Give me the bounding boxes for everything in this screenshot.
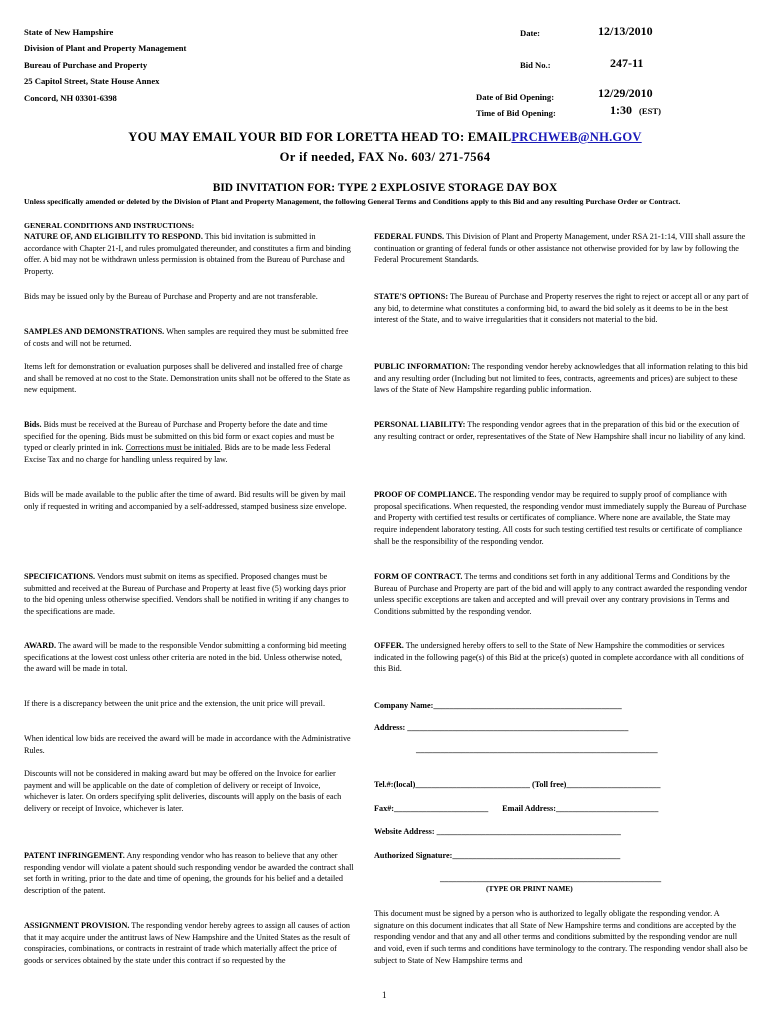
assignment-paragraph	[24, 920, 354, 967]
fax-field[interactable]	[374, 803, 749, 815]
public-results-paragraph: Bids will be made available to the public after the time of award. Bid results will be given by mail only if requested in writing and accompanied by a self-addressed, stamped business size envelope.	[24, 490, 347, 511]
samples-text: When samples are required they must be submitted free of costs and will not be returned.	[24, 327, 349, 348]
address-line: 25 Capitol Street, State House Annex	[24, 76, 160, 87]
nature-label: NATURE OF, AND ELIGIBILITY TO RESPOND.	[24, 232, 203, 241]
bids-text: Bids must be received at the Bureau of Purchase and Property before the date and time specified for the opening. Bids must be submitted on this bid form or exact copies and must be typed or clearly printed in ink.	[24, 420, 335, 453]
form-of-contract-paragraph	[374, 571, 749, 618]
specifications-label: SPECIFICATIONS.	[24, 572, 96, 581]
email-link[interactable]: PRCHWEB@NH.GOV	[511, 130, 642, 144]
email-instruction	[0, 130, 770, 145]
address-line: Division of Plant and Property Management	[24, 43, 187, 54]
company-name-blank[interactable]: ______________________________________________	[433, 701, 622, 710]
public-information-label: PUBLIC INFORMATION:	[374, 362, 471, 371]
personal-liability-label: PERSONAL LIABILITY:	[374, 420, 466, 429]
federal-funds-label: FEDERAL FUNDS.	[374, 232, 445, 241]
website-field[interactable]	[374, 826, 749, 838]
state-options-paragraph	[374, 291, 749, 326]
address-line: Concord, NH 03301-6398	[24, 92, 117, 103]
toll-free-label: (Toll free)	[531, 780, 567, 789]
intro-paragraph: Unless specifically amended or deleted by the Division of Plant and Property Management, the following General Terms and Conditions apply to this Bid and any resulting Purchase Order or Contract.	[24, 197, 681, 206]
personal-liability-text: The responding vendor agrees that in the preparation of this bid or the execution of any resulting contract or order, representatives of the State of New Hampshire shall incur no liability of any kind.	[374, 420, 746, 441]
identical-bids-paragraph: When identical low bids are received the award will be made in accordance with the Administrative Rules.	[24, 734, 351, 755]
federal-funds-text: This Division of Plant and Property Management, under RSA 21-1:14, VIII shall assure the continuation or granting of federal funds or other assistance not otherwise provided for by law by following the Federal Procurement Standards.	[374, 232, 746, 265]
date-value: 12/13/2010	[598, 24, 653, 38]
signature-label: Authorized Signature:	[374, 851, 453, 860]
printed-name-caption: (TYPE OR PRINT NAME)	[486, 884, 573, 893]
patent-text: Any responding vendor who has reason to believe that any other responding vendor will violate a patent should such responding vendor be awarded the contract shall set forth in writing, prior to the date and time of opening, the grounds for his belief and a detailed description of the patent.	[24, 851, 354, 896]
bids-corrections: Corrections must be initialed	[125, 443, 221, 453]
address-label: Address:	[374, 723, 406, 732]
public-information-text: The responding vendor hereby acknowledges that all information relating to this bid and any resulting order (Including but not limited to fees, contracts, agreements and prices) are subject to these laws of the State of New Hampshire regarding public information.	[374, 362, 748, 395]
bid-opening-date-value: 12/29/2010	[598, 86, 653, 100]
general-conditions-heading: GENERAL CONDITIONS AND INSTRUCTIONS:	[24, 221, 195, 230]
award-text: The award will be made to the responsible Vendor submitting a conforming bid meeting specifications at the lowest cost unless other criteria are noted in the bid. Unless otherwise noted, the award will be made in total.	[24, 641, 347, 674]
telephone-blank[interactable]: ____________________________	[415, 780, 530, 789]
award-label: AWARD.	[24, 641, 57, 650]
discrepancy-paragraph: If there is a discrepancy between the unit price and the extension, the unit price will prevail.	[24, 699, 326, 708]
samples-paragraph	[24, 326, 354, 349]
toll-free-blank[interactable]: _______________________	[566, 780, 661, 789]
federal-funds-paragraph	[374, 231, 749, 266]
signature-blank[interactable]: _________________________________________	[452, 851, 621, 860]
address-field[interactable]	[374, 722, 749, 734]
telephone-field[interactable]	[374, 779, 749, 791]
address-blank[interactable]: ______________________________________________________	[407, 723, 629, 732]
proof-of-compliance-label: PROOF OF COMPLIANCE.	[374, 490, 477, 499]
fax-blank[interactable]: _______________________	[394, 804, 489, 813]
address-line-2-blank[interactable]: ___________________________________________________________	[416, 745, 658, 754]
offer-paragraph	[374, 640, 749, 675]
address-line: Bureau of Purchase and Property	[24, 59, 148, 70]
specifications-text: Vendors must submit on items as specified. Proposed changes must be submitted and received at the Bureau of Purchase and Property at least five (5) working days prior to the bid opening unless otherwise specified. Vendors shall be notified in writing if any changes to the specifications are made.	[24, 572, 349, 617]
form-of-contract-text: The terms and conditions set forth in any additional Terms and Conditions by the Bureau of Purchase and Property are part of the bid and will apply to any contract awarded the responding vendor unless specific exceptions are taken and accepted and will prevail over any contrary provisions in Terms and Conditions submitted by the responding vendor.	[374, 572, 748, 617]
issued-paragraph: Bids may be issued only by the Bureau of Purchase and Property and are not transferable.	[24, 292, 318, 301]
state-options-text: The Bureau of Purchase and Property reserves the right to reject or accept all or any part of any bid, to determine what constitutes a conforming bid, to award the bid solely as it deems to be in the best interest of the State, and to waive irregularities that it considers not material to the bid.	[374, 292, 749, 325]
bid-no-label: Bid No.:	[520, 60, 551, 70]
nature-paragraph	[24, 231, 354, 278]
bid-no-value: 247-11	[610, 56, 644, 70]
website-label: Website Address:	[374, 827, 435, 836]
patent-label: PATENT INFRINGEMENT.	[24, 851, 125, 860]
personal-liability-paragraph	[374, 419, 749, 442]
patent-paragraph	[24, 850, 354, 897]
bid-opening-time-label: Time of Bid Opening:	[476, 108, 556, 118]
page-number: 1	[382, 990, 387, 1000]
signature-field[interactable]	[374, 850, 749, 862]
discounts-paragraph: Discounts will not be considered in making award but may be offered on the Invoice for earlier payment and will be applicable on the date of completion of delivery or receipt of Invoice, whichever is later. On orders specifying split deliveries, discounts will apply on the basis of each delivery or receipt of Invoice, whichever is later.	[24, 769, 342, 814]
proof-of-compliance-paragraph	[374, 489, 749, 548]
fax-label: Fax#:	[374, 804, 395, 813]
bids-label: Bids.	[24, 420, 42, 429]
samples-label: SAMPLES AND DEMONSTRATIONS.	[24, 327, 165, 336]
bids-paragraph	[24, 419, 354, 466]
assignment-label: ASSIGNMENT PROVISION.	[24, 921, 130, 930]
address-line: State of New Hampshire	[24, 27, 114, 37]
bid-opening-time-value: 1:30	[610, 103, 632, 117]
offer-label: OFFER.	[374, 641, 404, 650]
telephone-label: Tel.#:(local)	[374, 780, 416, 789]
specifications-paragraph	[24, 571, 354, 618]
email-address-label: Email Address:	[502, 804, 556, 813]
bid-title: BID INVITATION FOR: TYPE 2 EXPLOSIVE STORAGE DAY BOX	[212, 182, 558, 194]
signature-notice-paragraph: This document must be signed by a person who is authorized to legally obligate the responding vendor. A signature on this document indicates that all State of New Hampshire terms and conditions are accepted by the responding vendor and that any and all other terms and conditions submitted by the responding vendor are null and void, even if such terms and conditions have terminology to the contrary. The responding vendor shall also be subject to State of New Hampshire terms and	[374, 909, 748, 965]
items-paragraph: Items left for demonstration or evaluation purposes shall be delivered and installed free of charge and shall be removed at no cost to the State. Demonstration units shall not be offered to the State as new equipment.	[24, 362, 350, 395]
company-name-field[interactable]	[374, 700, 749, 712]
nature-text: This bid invitation is submitted in accordance with Chapter 21-I, and rules promulgated thereunder, and constitutes a firm and binding offer. A bid may not be withdrawn unless permission is obtained from the Bureau of Purchase and Property.	[24, 232, 351, 277]
company-name-label: Company Name:	[374, 701, 434, 710]
email-address-blank[interactable]: _________________________	[555, 804, 659, 813]
award-paragraph	[24, 640, 354, 675]
fax-line: Or if needed, FAX No. 603/ 271-7564	[279, 150, 491, 164]
agency-address	[24, 24, 186, 106]
bids-tail: . Bids are to be made less Federal Excise Tax and no charge for handling unless required by law.	[24, 443, 331, 465]
website-blank[interactable]: _____________________________________________	[436, 827, 621, 836]
bid-opening-time	[610, 101, 661, 119]
email-instruction-text: YOU MAY EMAIL YOUR BID FOR LORETTA HEAD TO: EMAIL	[128, 130, 512, 144]
bid-opening-date-label: Date of Bid Opening:	[476, 92, 555, 102]
assignment-text: The responding vendor hereby agrees to assign all causes of action that it may acquire under the antitrust laws of New Hampshire and the United States as the result of conspiracies, combinations, or contracts in restraint of trade which materially affect the price of goods or services obtained by the state under this contract if so requested by the	[24, 921, 351, 966]
proof-of-compliance-text: The responding vendor may be required to supply proof of compliance with proposal specifications. When requested, the responding vendor must immediately supply the Bureau of Purchase and Property with certified test results or certificates of compliance. Where none are available, the State may require independent laboratory testing. All costs for such testing certified test results or certificate of compliance shall be the responsibility of the responding vendor.	[374, 490, 747, 546]
public-information-paragraph	[374, 361, 749, 396]
date-label: Date:	[520, 28, 541, 38]
form-of-contract-label: FORM OF CONTRACT.	[374, 572, 463, 581]
offer-text: The undersigned hereby offers to sell to the State of New Hampshire the commodities or services indicated in the following page(s) of this Bid at the price(s) quoted in complete accordance with all conditions of this Bid.	[374, 641, 744, 674]
bid-opening-time-zone: (EST)	[639, 106, 661, 116]
printed-name-blank[interactable]: ______________________________________________________	[440, 874, 662, 883]
state-options-label: STATE'S OPTIONS:	[374, 292, 449, 301]
